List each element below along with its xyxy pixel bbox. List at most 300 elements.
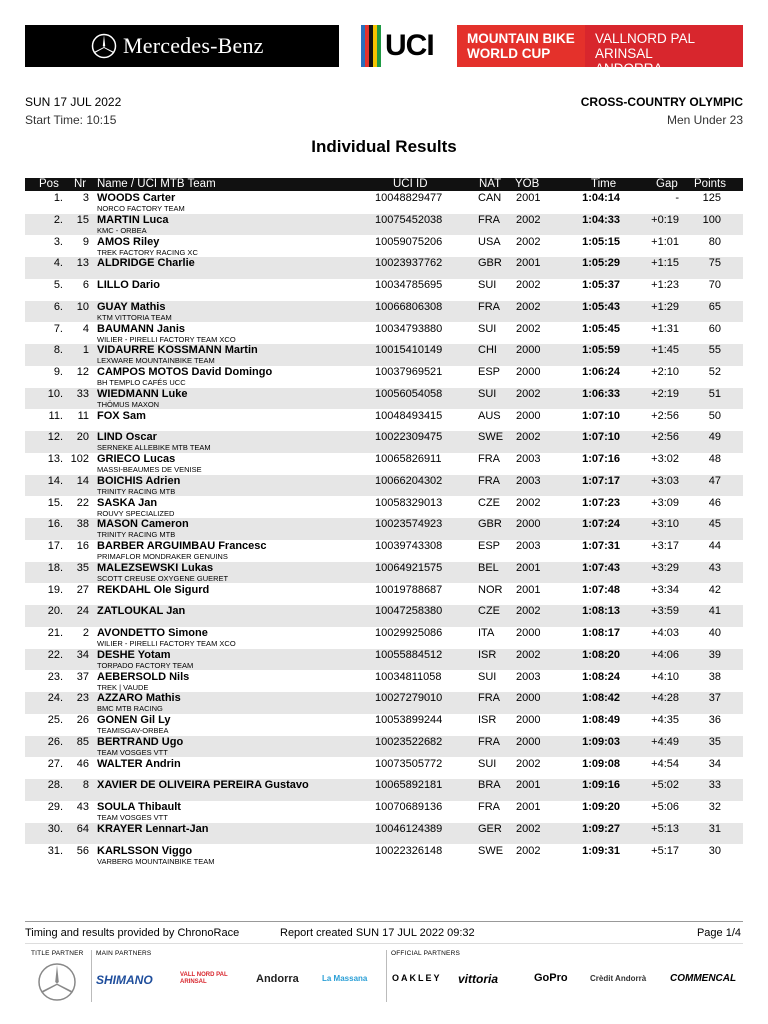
rider-name-cell: AVONDETTO Simone	[97, 627, 208, 639]
bib-number-cell: 23	[76, 692, 89, 705]
year-of-birth-cell: 2000	[516, 627, 541, 639]
pos-cell: 19.	[47, 583, 63, 596]
points-cell: 65	[708, 300, 721, 313]
bib-number-cell: 15	[76, 213, 89, 226]
pos-cell: 31.	[47, 844, 63, 857]
time-cell: 1:08:20	[582, 648, 620, 661]
team-name-cell: TEAMISGAV-ORBEA	[97, 726, 169, 735]
team-name-cell: TRINITY RACING MTB	[97, 486, 176, 496]
uci-id-cell: 10066806308	[375, 300, 443, 313]
team-name-cell: SCOTT CREUSE OXYGENE GUERET	[97, 573, 229, 583]
year-of-birth-cell: 2000	[516, 409, 541, 422]
team-name-cell: ROUVY SPECIALIZED	[97, 508, 175, 518]
pos-cell: 10.	[47, 387, 63, 400]
gap-cell: +4:28	[651, 692, 679, 705]
team-name-cell: BMC MTB RACING	[97, 704, 163, 714]
time-cell: 1:05:59	[582, 344, 620, 357]
time-cell: 1:07:23	[582, 496, 620, 509]
pos-cell: 13.	[47, 453, 63, 465]
points-cell: 48	[708, 453, 721, 465]
year-of-birth-cell: 2001	[516, 801, 541, 813]
nationality-cell: ITA	[478, 627, 495, 639]
rider-name-cell: BERTRAND Ugo	[97, 735, 184, 748]
uci-id-cell: 10064921575	[375, 561, 443, 574]
table-row	[25, 236, 743, 258]
nationality-cell: FRA	[478, 692, 500, 705]
table-row	[25, 845, 743, 867]
points-cell: 80	[708, 235, 721, 248]
uci-id-cell: 10065826911	[375, 453, 442, 465]
rider-name-cell: GUAY Mathis	[97, 300, 166, 313]
pos-cell: 25.	[47, 714, 63, 726]
pos-cell: 18.	[47, 561, 63, 574]
bib-number-cell: 3	[82, 192, 89, 204]
pos-cell: 24.	[47, 692, 63, 705]
uci-id-cell: 10058329013	[375, 496, 443, 509]
col-nat: NAT	[479, 178, 502, 190]
uci-id-cell: 10056054058	[375, 387, 443, 400]
event-line-1: MOUNTAIN BIKE	[467, 31, 575, 46]
points-cell: 50	[708, 409, 721, 422]
race-date: SUN 17 JUL 2022	[25, 95, 122, 109]
pos-cell: 4.	[53, 257, 63, 270]
rider-name-cell: AMOS Riley	[97, 235, 160, 248]
gap-cell: +3:29	[651, 561, 679, 574]
report-created: Report created SUN 17 JUL 2022 09:32	[280, 927, 475, 939]
team-name-cell: TREK FACTORY RACING XC	[97, 247, 198, 257]
rider-name-cell: AZZARO Mathis	[97, 692, 181, 705]
gap-cell: +4:49	[651, 735, 679, 748]
table-row	[25, 475, 743, 497]
team-name-cell: TRINITY RACING MTB	[97, 530, 176, 540]
table-row	[25, 562, 743, 584]
pos-cell: 28.	[47, 779, 63, 792]
gap-cell: +1:45	[651, 344, 679, 357]
time-cell: 1:07:43	[582, 561, 620, 574]
points-cell: 31	[708, 822, 721, 835]
team-name-cell: WILIER - PIRELLI FACTORY TEAM XCO	[97, 334, 236, 344]
col-uci-id: UCI ID	[393, 178, 428, 190]
rider-name-cell: KARLSSON Viggo	[97, 844, 193, 857]
uci-text: UCI	[385, 29, 434, 62]
year-of-birth-cell: 2000	[516, 735, 541, 748]
time-cell: 1:09:16	[582, 779, 620, 792]
points-cell: 39	[708, 648, 721, 661]
oakley-logo: OAKLEY	[392, 973, 442, 983]
pos-cell: 7.	[53, 322, 63, 335]
uci-id-cell: 10023574923	[375, 518, 443, 531]
uci-id-cell: 10029925086	[375, 627, 443, 639]
points-cell: 60	[708, 322, 721, 335]
points-cell: 100	[702, 213, 721, 226]
pos-cell: 17.	[47, 540, 63, 552]
points-cell: 40	[708, 627, 721, 639]
gap-cell: +3:17	[651, 540, 679, 552]
team-name-cell: MASSI-BEAUMES DE VENISE	[97, 465, 202, 474]
year-of-birth-cell: 2002	[516, 431, 541, 444]
rider-name-cell: WALTER Andrin	[97, 757, 181, 770]
rider-name-cell: MASON Cameron	[97, 518, 189, 531]
nationality-cell: CZE	[478, 496, 500, 509]
uci-id-cell: 10037969521	[375, 366, 443, 378]
table-row	[25, 323, 743, 345]
uci-id-cell: 10053899244	[375, 714, 443, 726]
page-number: Page 1/4	[696, 927, 741, 939]
points-cell: 75	[708, 257, 721, 270]
gap-cell: +5:13	[651, 822, 679, 835]
points-cell: 52	[708, 366, 721, 378]
nationality-cell: SUI	[478, 322, 497, 335]
uci-id-cell: 10022326148	[375, 844, 443, 857]
page-title: Individual Results	[311, 137, 457, 156]
pos-cell: 12.	[47, 431, 63, 444]
year-of-birth-cell: 2002	[516, 279, 541, 291]
time-cell: 1:06:33	[582, 387, 620, 400]
andorra-logo: Andorra	[256, 973, 299, 985]
col-nr: Nr	[74, 178, 87, 190]
official-partners-label: OFFICIAL PARTNERS	[391, 950, 461, 957]
table-row	[25, 779, 743, 801]
year-of-birth-cell: 2000	[516, 714, 541, 726]
credit-andorra-logo: Crèdit Andorrà	[590, 974, 647, 983]
points-cell: 45	[708, 518, 721, 531]
gap-cell: +3:09	[651, 496, 679, 509]
nationality-cell: FRA	[478, 474, 500, 487]
commencal-logo: COMMENCAL	[670, 973, 737, 984]
nationality-cell: ESP	[478, 366, 501, 378]
pos-cell: 6.	[53, 300, 63, 313]
gap-cell: +1:01	[651, 235, 679, 248]
table-row	[25, 344, 743, 366]
pos-cell: 5.	[53, 279, 63, 291]
bib-number-cell: 46	[76, 757, 89, 770]
team-name-cell: PRIMAFLOR MONDRAKER GENUINS	[97, 552, 228, 561]
results-table-header	[25, 178, 743, 191]
rider-name-cell: KRAYER Lennart-Jan	[97, 822, 209, 835]
uci-id-cell: 10055884512	[375, 648, 443, 661]
uci-id-cell: 10066204302	[375, 474, 443, 487]
rider-name-cell: XAVIER DE OLIVEIRA PEREIRA Gustavo	[97, 779, 309, 792]
event-title	[457, 25, 585, 67]
uci-id-cell: 10034793880	[375, 322, 443, 335]
rider-name-cell: LILLO Dario	[97, 279, 160, 291]
table-row	[25, 627, 743, 649]
team-name-cell: KMC - ORBEA	[97, 225, 147, 235]
table-row	[25, 366, 743, 388]
table-row	[25, 605, 743, 627]
nationality-cell: CZE	[478, 605, 500, 618]
time-cell: 1:07:24	[582, 518, 620, 531]
time-cell: 1:07:10	[582, 409, 620, 422]
bib-number-cell: 2	[82, 627, 89, 639]
table-row	[25, 279, 743, 301]
team-name-cell: LEXWARE MOUNTAINBIKE TEAM	[97, 356, 215, 366]
year-of-birth-cell: 2001	[516, 192, 541, 204]
table-row	[25, 671, 743, 693]
rider-name-cell: SASKA Jan	[97, 496, 158, 509]
shimano-logo: SHIMANO	[96, 973, 153, 987]
uci-id-cell: 10023937762	[375, 257, 443, 270]
rider-name-cell: BAUMANN Janis	[97, 322, 186, 335]
bib-number-cell: 35	[76, 561, 89, 574]
start-time: Start Time: 10:15	[25, 113, 117, 127]
gap-cell: +4:35	[651, 714, 679, 726]
points-cell: 32	[708, 801, 721, 813]
uci-id-cell: 10046124389	[375, 822, 443, 835]
pos-cell: 9.	[53, 366, 63, 378]
bib-number-cell: 20	[76, 431, 89, 444]
bib-number-cell: 8	[82, 779, 89, 792]
bib-number-cell: 22	[76, 496, 89, 509]
points-cell: 47	[708, 474, 721, 487]
rider-name-cell: WOODS Carter	[97, 192, 176, 204]
pos-cell: 20.	[47, 605, 63, 618]
time-cell: 1:04:14	[582, 192, 620, 204]
rider-name-cell: LIND Oscar	[97, 431, 157, 444]
time-cell: 1:05:43	[582, 300, 620, 313]
uci-id-cell: 10027279010	[375, 692, 443, 705]
uci-rainbow-stripes	[361, 25, 381, 67]
pos-cell: 15.	[47, 496, 63, 509]
team-name-cell: TEAM VOSGES VTT	[97, 747, 168, 757]
team-name-cell: SERNEKE ALLEBIKE MTB TEAM	[97, 443, 211, 453]
nationality-cell: FRA	[478, 735, 500, 748]
nationality-cell: FRA	[478, 213, 500, 226]
uci-id-cell: 10019788687	[375, 583, 443, 596]
bib-number-cell: 102	[70, 453, 89, 465]
team-name-cell: NORCO FACTORY TEAM	[97, 204, 185, 213]
rider-name-cell: DESHE Yotam	[97, 648, 171, 661]
table-row	[25, 214, 743, 236]
bib-number-cell: 4	[82, 322, 89, 335]
bib-number-cell: 13	[76, 257, 89, 270]
nationality-cell: SUI	[478, 387, 497, 400]
bib-number-cell: 64	[76, 822, 89, 835]
time-cell: 1:09:27	[582, 822, 620, 835]
pos-cell: 22.	[47, 648, 63, 661]
nationality-cell: FRA	[478, 453, 500, 465]
year-of-birth-cell: 2003	[516, 474, 541, 487]
uci-id-cell: 10034785695	[375, 279, 443, 291]
timing-credit: Timing and results provided by ChronoRace	[25, 927, 240, 939]
team-name-cell: WILIER - PIRELLI FACTORY TEAM XCO	[97, 639, 236, 648]
team-name-cell: KTM VITTORIA TEAM	[97, 312, 172, 322]
uci-id-cell: 10022309475	[375, 431, 443, 444]
gap-cell: +3:34	[651, 583, 679, 596]
time-cell: 1:09:31	[582, 844, 620, 857]
pos-cell: 27.	[47, 757, 63, 770]
table-row	[25, 497, 743, 519]
year-of-birth-cell: 2003	[516, 670, 541, 683]
rider-name-cell: FOX Sam	[97, 409, 146, 422]
year-of-birth-cell: 2002	[516, 844, 541, 857]
year-of-birth-cell: 2003	[516, 540, 541, 552]
team-name-cell: TEAM VOSGES VTT	[97, 813, 168, 822]
gap-cell: +1:29	[651, 300, 679, 313]
gap-cell: +4:10	[651, 670, 679, 683]
team-name-cell: TREK | VAUDE	[97, 682, 149, 692]
vallnord-logo: VALL NORD PAL ARINSAL	[180, 972, 228, 985]
rider-name-cell: ZATLOUKAL Jan	[97, 605, 186, 618]
year-of-birth-cell: 2002	[516, 605, 541, 618]
gap-cell: +4:06	[651, 648, 679, 661]
year-of-birth-cell: 2000	[516, 518, 541, 531]
time-cell: 1:05:15	[582, 235, 620, 248]
category: Men Under 23	[666, 113, 743, 127]
year-of-birth-cell: 2002	[516, 235, 541, 248]
time-cell: 1:08:24	[582, 670, 620, 683]
time-cell: 1:05:29	[582, 257, 620, 270]
col-yob: YOB	[515, 178, 540, 190]
gap-cell: +3:03	[651, 474, 679, 487]
time-cell: 1:06:24	[582, 366, 620, 378]
nationality-cell: SWE	[478, 844, 504, 857]
nationality-cell: SUI	[478, 279, 497, 291]
pos-cell: 29.	[47, 801, 63, 813]
points-cell: 70	[708, 279, 721, 291]
year-of-birth-cell: 2002	[516, 757, 541, 770]
vittoria-logo: vittoria	[458, 972, 499, 986]
bib-number-cell: 16	[76, 540, 89, 552]
gap-cell: +5:06	[651, 801, 679, 813]
nationality-cell: CHI	[478, 344, 497, 357]
points-cell: 38	[708, 670, 721, 683]
title-partner-label: TITLE PARTNER	[31, 950, 84, 957]
team-name-cell: THÖMUS MAXON	[97, 399, 160, 409]
table-row	[25, 257, 743, 279]
time-cell: 1:09:20	[582, 801, 620, 813]
table-row	[25, 714, 743, 736]
gap-cell: +4:54	[651, 757, 679, 770]
partner-divider-1	[91, 950, 92, 1002]
uci-id-cell: 10075452038	[375, 213, 443, 226]
points-cell: 46	[708, 496, 721, 509]
uci-id-cell: 10048829477	[375, 192, 443, 204]
table-row	[25, 301, 743, 323]
time-cell: 1:07:16	[582, 453, 620, 465]
table-row	[25, 388, 743, 410]
time-cell: 1:09:08	[582, 757, 620, 770]
rider-name-cell: MARTIN Luca	[97, 213, 169, 226]
bib-number-cell: 12	[76, 366, 89, 378]
table-row	[25, 431, 743, 453]
gap-cell: +3:59	[651, 605, 679, 618]
time-cell: 1:07:31	[582, 540, 620, 552]
uci-id-cell: 10034811058	[375, 670, 442, 683]
gap-cell: +3:10	[651, 518, 679, 531]
pos-cell: 3.	[53, 235, 63, 248]
nationality-cell: GBR	[478, 257, 502, 270]
uci-logo	[339, 25, 457, 67]
year-of-birth-cell: 2000	[516, 692, 541, 705]
points-cell: 125	[702, 192, 721, 204]
points-cell: 44	[708, 540, 721, 552]
nationality-cell: ESP	[478, 540, 501, 552]
year-of-birth-cell: 2000	[516, 366, 541, 378]
points-cell: 49	[708, 431, 721, 444]
event-line-2: WORLD CUP	[467, 46, 551, 61]
rider-name-cell: BARBER ARGUIMBAU Francesc	[97, 540, 267, 552]
nationality-cell: USA	[478, 235, 501, 248]
points-cell: 30	[708, 844, 721, 857]
time-cell: 1:07:17	[582, 474, 620, 487]
year-of-birth-cell: 2002	[516, 387, 541, 400]
pos-cell: 23.	[47, 670, 63, 683]
bib-number-cell: 9	[82, 235, 89, 248]
time-cell: 1:09:03	[582, 735, 620, 748]
time-cell: 1:08:42	[582, 692, 620, 705]
venue-line-1: VALLNORD PAL ARINSAL	[595, 31, 695, 61]
gap-cell: -	[675, 192, 679, 204]
bib-number-cell: 26	[76, 714, 89, 726]
bib-number-cell: 38	[76, 518, 89, 531]
mercedes-star-icon	[91, 33, 117, 59]
table-row	[25, 192, 743, 214]
rider-name-cell: CAMPOS MOTOS David Domingo	[97, 366, 273, 378]
bib-number-cell: 10	[76, 300, 89, 313]
gap-cell: +5:17	[651, 844, 679, 857]
gap-cell: +0:19	[651, 213, 679, 226]
venue-title	[585, 25, 743, 76]
mercedes-logo	[91, 33, 264, 59]
table-row	[25, 518, 743, 540]
time-cell: 1:07:10	[582, 431, 620, 444]
nationality-cell: SWE	[478, 431, 504, 444]
table-row	[25, 736, 743, 758]
gap-cell: +1:15	[651, 257, 679, 270]
nationality-cell: FRA	[478, 300, 500, 313]
table-row	[25, 692, 743, 714]
nationality-cell: GBR	[478, 518, 502, 531]
bib-number-cell: 85	[76, 735, 89, 748]
gap-cell: +1:31	[651, 322, 679, 335]
bib-number-cell: 27	[76, 583, 89, 596]
time-cell: 1:08:13	[582, 605, 620, 618]
footer-divider-2	[25, 943, 743, 944]
mercedes-star-footer-icon	[37, 962, 77, 1002]
points-cell: 34	[708, 757, 721, 770]
pos-cell: 11.	[48, 409, 63, 422]
bib-number-cell: 24	[76, 605, 89, 618]
table-row	[25, 453, 743, 475]
table-row	[25, 584, 743, 606]
year-of-birth-cell: 2001	[516, 257, 541, 270]
pos-cell: 30.	[47, 822, 63, 835]
year-of-birth-cell: 2002	[516, 496, 541, 509]
uci-id-cell: 10048493415	[375, 409, 443, 422]
gopro-logo: GoPro	[534, 972, 568, 984]
uci-id-cell: 10059075206	[375, 235, 443, 248]
rider-name-cell: SOULA Thibault	[97, 801, 181, 813]
pos-cell: 21.	[47, 627, 63, 639]
nationality-cell: ISR	[478, 648, 497, 661]
la-massana-logo: La Massana	[322, 974, 368, 983]
col-gap: Gap	[656, 178, 678, 190]
points-cell: 41	[708, 605, 721, 618]
bib-number-cell: 1	[82, 344, 89, 357]
year-of-birth-cell: 2001	[516, 779, 541, 792]
table-row	[25, 540, 743, 562]
time-cell: 1:04:33	[582, 213, 620, 226]
col-points: Points	[694, 178, 726, 190]
bib-number-cell: 56	[76, 844, 89, 857]
year-of-birth-cell: 2002	[516, 322, 541, 335]
uci-id-cell: 10065892181	[375, 779, 443, 792]
rider-name-cell: REKDAHL Ole Sigurd	[97, 583, 210, 596]
nationality-cell: BRA	[478, 779, 501, 792]
gap-cell: +3:02	[651, 453, 679, 465]
time-cell: 1:05:37	[582, 279, 620, 291]
